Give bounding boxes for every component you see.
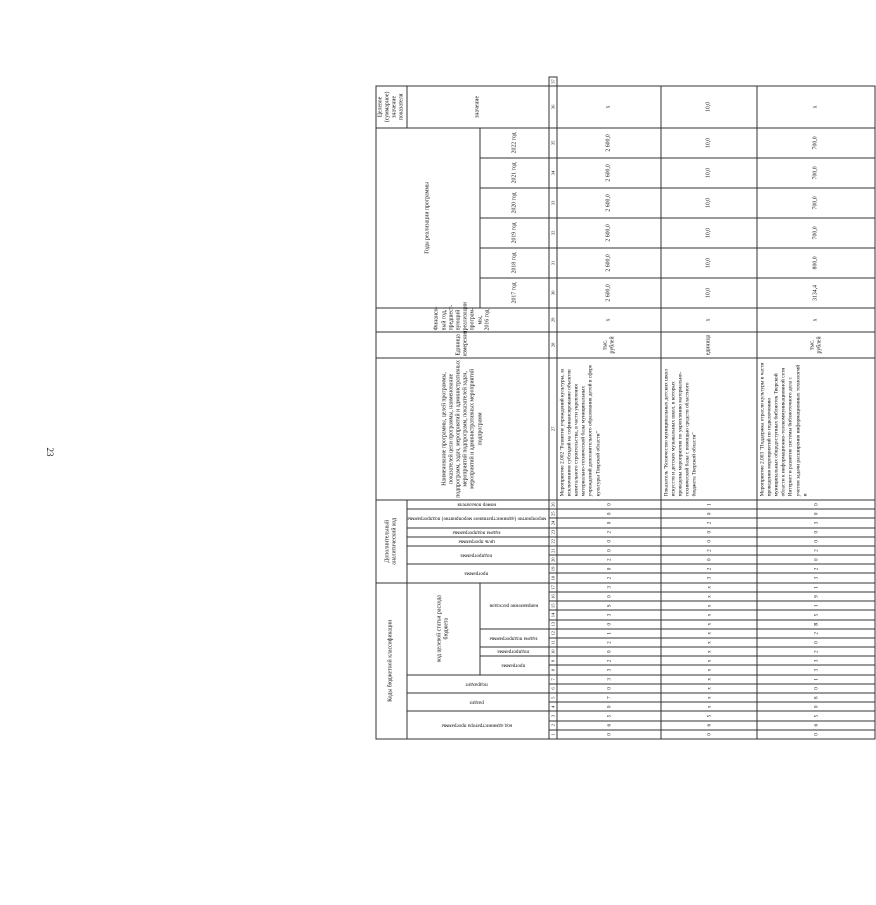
code-cell: 7 [557, 693, 661, 702]
column-number: 5 [549, 693, 557, 702]
value-2020: 700,0 [757, 188, 875, 218]
cs-program-header: программа [480, 656, 549, 674]
cs-task-header: задача подпрограммы [480, 629, 549, 647]
code-cell: 0 [557, 702, 661, 711]
unit-header: Единица измерения [376, 332, 549, 358]
column-number: 20 [549, 555, 557, 564]
code-cell: х [661, 675, 757, 684]
code-cell: 3 [757, 518, 875, 527]
value-2021: 700,0 [757, 158, 875, 188]
code-cell: х [661, 693, 757, 702]
code-cell: 0 [661, 537, 757, 546]
code-cell: х [661, 647, 757, 656]
target-value-cell: х [557, 86, 661, 128]
code-cell: 0 [557, 537, 661, 546]
column-number: 36 [549, 86, 557, 128]
value-2019: 10,0 [661, 218, 757, 248]
column-number: 27 [549, 358, 557, 500]
column-number: 33 [549, 188, 557, 218]
unit-cell: единица [661, 332, 757, 358]
code-cell: 0 [757, 638, 875, 647]
code-cell: 9 [757, 592, 875, 601]
value-2017: 3134,4 [757, 278, 875, 308]
target-header: Целевое (суммарное) значение показателя [376, 86, 407, 128]
code-cell: х [661, 601, 757, 610]
column-number: 15 [549, 601, 557, 610]
value-2021: 10,0 [661, 158, 757, 188]
code-cell: х [661, 629, 757, 638]
code-cell: х [661, 610, 757, 619]
table-row [661, 77, 757, 739]
year-2020-header: 2020 год [480, 188, 549, 218]
fin-year-cell: х [661, 308, 757, 332]
column-number: 10 [549, 647, 557, 656]
code-cell: 5 [757, 711, 875, 720]
name-header: Наименование программы, целей программы, показателей цели программы, наименование подпрограмм, задач, мероприятий и административных мероприятий подпрограмм, показателей задач, мероприятий и административных мероприятий подпрограмм [376, 358, 549, 500]
code-cell: 0 [757, 555, 875, 564]
column-number: 24 [549, 518, 557, 527]
section-header: раздел [407, 693, 549, 711]
code-cell: 6 [557, 721, 661, 730]
unit-cell: тыс. рублей [557, 332, 661, 358]
column-number: 12 [549, 629, 557, 638]
column-number: 16 [549, 592, 557, 601]
value-2020: 2 600,0 [557, 188, 661, 218]
column-number: 31 [549, 248, 557, 278]
page-number: 23 [45, 447, 55, 457]
column-number: 7 [549, 675, 557, 684]
code-cell: х [661, 702, 757, 711]
column-number: 34 [549, 158, 557, 188]
code-cell: 2 [661, 564, 757, 573]
code-cell: 2 [557, 555, 661, 564]
code-cell: 2 [661, 518, 757, 527]
code-cell: 3 [557, 675, 661, 684]
value-2017: 10,0 [661, 278, 757, 308]
code-cell: 2 [757, 564, 875, 573]
goal-header: цель программы [407, 537, 549, 546]
value-2021: 2 600,0 [557, 158, 661, 188]
column-number: 6 [549, 684, 557, 693]
code-cell: 0 [757, 509, 875, 518]
code-cell: 2 [757, 629, 875, 638]
column-number: 1 [549, 730, 557, 739]
column-number: 9 [549, 656, 557, 665]
code-cell: х [661, 583, 757, 592]
code-cell: 0 [557, 592, 661, 601]
code-cell: 1 [661, 500, 757, 509]
admin-code-header: код администратора программы [407, 711, 549, 739]
year-2022-header: 2022 год [480, 128, 549, 158]
code-cell: х [661, 638, 757, 647]
column-number: 2 [549, 721, 557, 730]
name-cell: Мероприятие 2.002 "Развитие учреждений культуры, за исключением субсидий на софинансирование объектов капитального строительства, в части укрепления материально-технической базы муниципальных учреждений дополнительного образования детей в сфере культуры Тверской области" [557, 358, 661, 500]
subprogram-header-2: подпрограмма [407, 546, 549, 564]
code-cell: 0 [757, 500, 875, 509]
code-cell: 3 [557, 610, 661, 619]
code-cell: 2 [757, 647, 875, 656]
code-cell: 5 [661, 711, 757, 720]
code-cell: 0 [661, 509, 757, 518]
code-cell: 3 [557, 666, 661, 675]
code-cell: 0 [661, 528, 757, 537]
code-cell: х [661, 620, 757, 629]
column-number: 29 [549, 308, 557, 332]
column-number: 19 [549, 564, 557, 573]
column-number: 25 [549, 509, 557, 518]
value-2017: 2 600,0 [557, 278, 661, 308]
column-number: 11 [549, 638, 557, 647]
code-cell: 1 [557, 629, 661, 638]
code-cell: 5 [557, 711, 661, 720]
table-row [757, 77, 875, 739]
value-2018: 2 600,0 [557, 248, 661, 278]
task-header-2: задача подпрограммы [407, 528, 549, 537]
fin-year-cell: х [557, 308, 661, 332]
code-cell: 2 [557, 656, 661, 665]
code-cell: 3 [757, 574, 875, 583]
table-row [557, 77, 661, 739]
code-cell: 6 [661, 721, 757, 730]
column-number: 30 [549, 278, 557, 308]
value-2020: 10,0 [661, 188, 757, 218]
budget-codes-header: Коды бюджетной классификации [376, 583, 407, 739]
code-cell: 3 [757, 656, 875, 665]
code-cell: 0 [661, 555, 757, 564]
value-2022: 700,0 [757, 128, 875, 158]
code-cell: R [757, 620, 875, 629]
program-table-frame [376, 77, 823, 740]
value-2018: 800,0 [757, 248, 875, 278]
value-2022: 2 600,0 [557, 128, 661, 158]
code-cell: 2 [661, 546, 757, 555]
code-cell: S [557, 601, 661, 610]
year-2021-header: 2021 год [480, 158, 549, 188]
column-number: 8 [549, 666, 557, 675]
cs-direction-header: направление расходов [480, 583, 549, 629]
years-group-header: Годы реализации программы [376, 128, 480, 308]
column-number-row [549, 77, 557, 739]
code-cell: 0 [557, 684, 661, 693]
code-cell: х [661, 656, 757, 665]
code-cell: 0 [557, 518, 661, 527]
code-cell: 0 [557, 647, 661, 656]
cs-subprogram-header: подпрограмма [480, 647, 549, 656]
code-cell: 2 [557, 528, 661, 537]
code-cell: 1 [757, 675, 875, 684]
code-cell: 2 [557, 638, 661, 647]
target-value-cell: 10,0 [661, 86, 757, 128]
code-cell: 0 [757, 730, 875, 739]
name-cell: Мероприятие 2.003 "Поддержка отрасли культуры в части проведения мероприятий по подключению муниципальных общедоступных библиотек Тверской области к информационно-телекоммуникационной сети Интернет и развитие системы библиотечного дела с учетом задачи расширения информационных технологий и [757, 358, 875, 500]
code-cell: 0 [757, 702, 875, 711]
code-cell: 6 [757, 721, 875, 730]
code-cell: 3 [757, 666, 875, 675]
code-cell: 2 [757, 546, 875, 555]
analytic-code-header: Дополнительный аналитический код [376, 500, 407, 583]
code-cell: 0 [557, 500, 661, 509]
subsection-header: подраздел [407, 675, 549, 693]
code-cell: 0 [757, 528, 875, 537]
header-row-1 [376, 77, 407, 739]
code-cell: 3 [557, 583, 661, 592]
program-table [376, 77, 876, 740]
code-cell: 0 [557, 546, 661, 555]
name-cell: Показатель "Количество муниципальных детских школ искусств и детских музыкальных школ, в которых проведены мероприятия по укреплению материально-технической базы с помощью средств областного бюджета Тверской области" [661, 358, 757, 500]
code-cell: 0 [557, 620, 661, 629]
code-cell: х [661, 666, 757, 675]
column-number: 32 [549, 218, 557, 248]
column-number: 28 [549, 332, 557, 358]
fin-year-cell: х [757, 308, 875, 332]
column-number: 17 [549, 583, 557, 592]
code-cell: 1 [757, 583, 875, 592]
program-header: программа [407, 564, 549, 582]
unit-cell: тыс. рублей [757, 332, 875, 358]
code-cell: 0 [557, 509, 661, 518]
fin-year-header: Финансо-вый год, предшест-вующий реализации програм-мы, 2016 год [376, 308, 549, 332]
code-cell: 0 [557, 730, 661, 739]
code-cell: х [661, 684, 757, 693]
value-2018: 10,0 [661, 248, 757, 278]
column-number: 3 [549, 711, 557, 720]
code-cell: 1 [757, 601, 875, 610]
indicator-number-header: номер показателя [407, 500, 549, 509]
value-2019: 2 600,0 [557, 218, 661, 248]
target-value-cell: х [757, 86, 875, 128]
column-number: 14 [549, 610, 557, 619]
activity-header: мероприятие (административное мероприятие) подпрограммы [407, 509, 549, 527]
year-2017-header: 2017 год [480, 278, 549, 308]
column-number: 22 [549, 537, 557, 546]
code-cell: 2 [557, 574, 661, 583]
code-cell: 0 [757, 684, 875, 693]
value-2022: 10,0 [661, 128, 757, 158]
value-2019: 700,0 [757, 218, 875, 248]
target-article-header: код целевой статьи расхода бюджета [407, 583, 480, 675]
code-cell: х [661, 592, 757, 601]
column-number: 21 [549, 546, 557, 555]
column-number: 26 [549, 500, 557, 509]
code-cell: 0 [757, 537, 875, 546]
target-value-header: значение [407, 86, 549, 128]
code-cell: 0 [557, 564, 661, 573]
column-number: 4 [549, 702, 557, 711]
year-2019-header: 2019 год [480, 218, 549, 248]
column-number: 35 [549, 128, 557, 158]
column-number: 37 [549, 77, 557, 86]
code-cell: 3 [661, 574, 757, 583]
column-number: 13 [549, 620, 557, 629]
column-number: 23 [549, 528, 557, 537]
column-number: 18 [549, 574, 557, 583]
code-cell: 5 [757, 610, 875, 619]
code-cell: 0 [661, 730, 757, 739]
code-cell: 8 [757, 693, 875, 702]
year-2018-header: 2018 год [480, 248, 549, 278]
